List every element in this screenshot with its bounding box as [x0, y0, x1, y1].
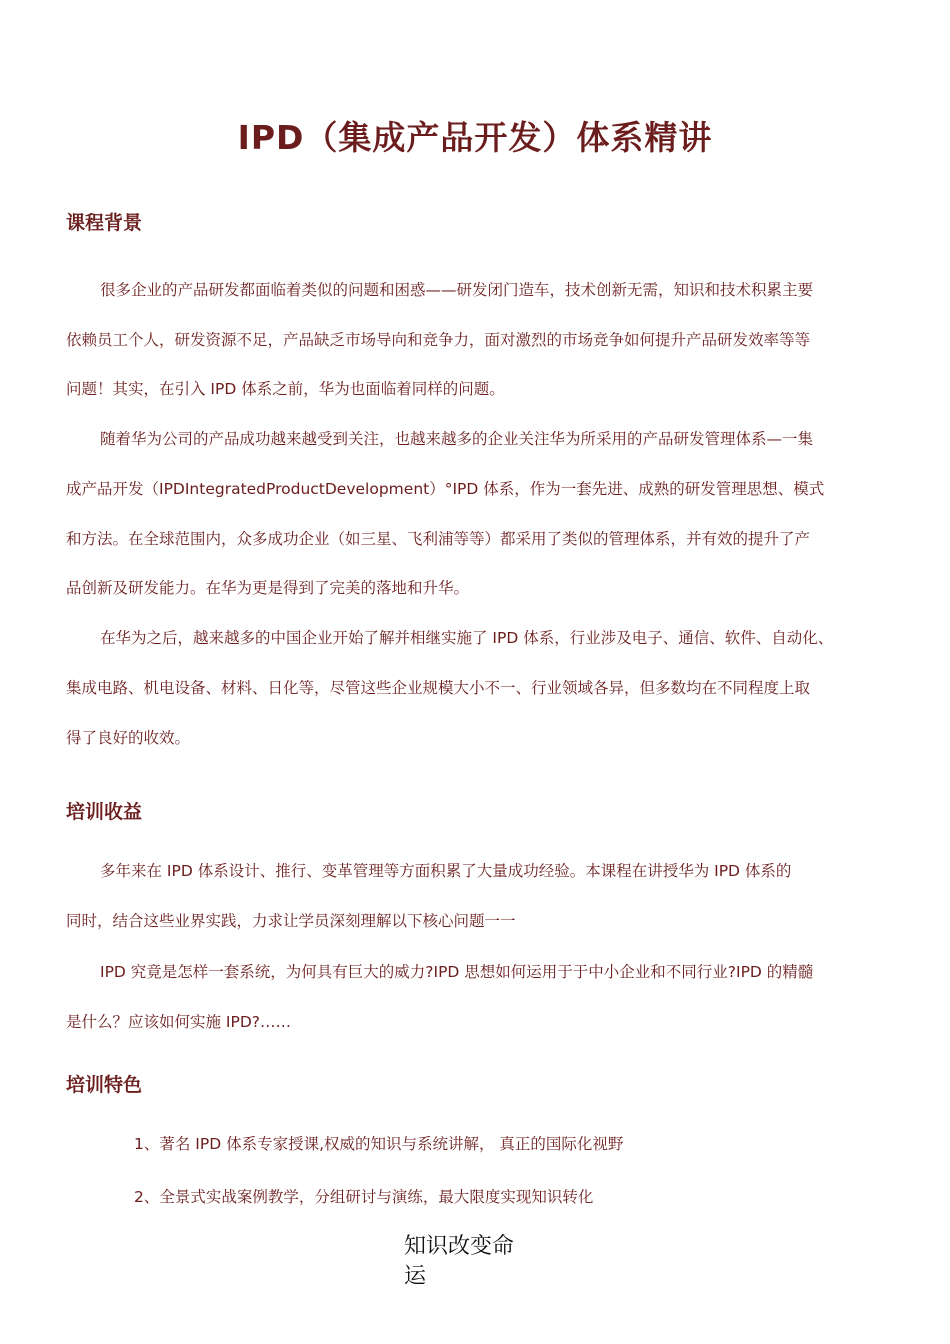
- paragraph-line: 是什么？应该如何实施 IPD?……: [66, 1013, 292, 1031]
- paragraph-line: 多年来在 IPD 体系设计、推行、变革管理等方面积累了大量成功经验。本课程在讲授华为 IPD 体系的: [100, 862, 792, 880]
- paragraph-line: 得了良好的收效。: [66, 729, 191, 747]
- paragraph-line: 品创新及研发能力。在华为更是得到了完美的落地和升华。: [66, 579, 470, 597]
- footer-motto: [404, 1232, 534, 1292]
- paragraph-line: 成产品开发（IPDIntegratedProductDevelopment）°IPD 体系，作为一套先进、成熟的研发管理思想、模式: [66, 480, 825, 498]
- footer-line: 知识改变命: [404, 1234, 515, 1259]
- page-title: IPD（集成产品开发）体系精讲: [237, 118, 713, 157]
- paragraph-line: 很多企业的产品研发都面临着类似的问题和困惑——研发闭门造车，技术创新无需，知识和技术积累主要: [100, 281, 814, 299]
- list-item: 2、全景式实战案例教学，分组研讨与演练，最大限度实现知识转化: [134, 1188, 594, 1206]
- paragraph-line: 问题！其实，在引入 IPD 体系之前，华为也面临着同样的问题。: [66, 380, 505, 398]
- paragraph-line: 随着华为公司的产品成功越来越受到关注，也越来越多的企业关注华为所采用的产品研发管理体系—一集: [100, 430, 814, 448]
- paragraph-line: IPD 究竟是怎样一套系统，为何具有巨大的威力?IPD 思想如何运用于于中小企业和不同行业?IPD 的精髓: [100, 963, 814, 981]
- list-item: 1、著名 IPD 体系专家授课,权威的知识与系统讲解， 真正的国际化视野: [134, 1135, 624, 1153]
- paragraph-line: 和方法。在全球范围内，众多成功企业（如三星、飞利浦等等）都采用了类似的管理体系，并有效的提升了产: [66, 530, 811, 548]
- section-heading-background: 课程背景: [66, 212, 143, 234]
- footer-line: 运: [404, 1264, 427, 1289]
- paragraph-line: 依赖员工个人，研发资源不足，产品缺乏市场导向和竞争力，面对激烈的市场竞争如何提升产品研发效率等等: [66, 331, 811, 349]
- paragraph-line: 同时，结合这些业界实践，力求让学员深刻理解以下核心问题一一: [66, 912, 516, 930]
- section-heading-benefits: 培训收益: [66, 801, 143, 823]
- paragraph-line: 在华为之后，越来越多的中国企业开始了解并相继实施了 IPD 体系，行业涉及电子、通信、软件、自动化、: [100, 629, 834, 647]
- paragraph-line: 集成电路、机电设备、材料、日化等，尽管这些企业规模大小不一、行业领域各异，但多数均在不同程度上取: [66, 679, 811, 697]
- section-heading-features: 培训特色: [66, 1074, 143, 1096]
